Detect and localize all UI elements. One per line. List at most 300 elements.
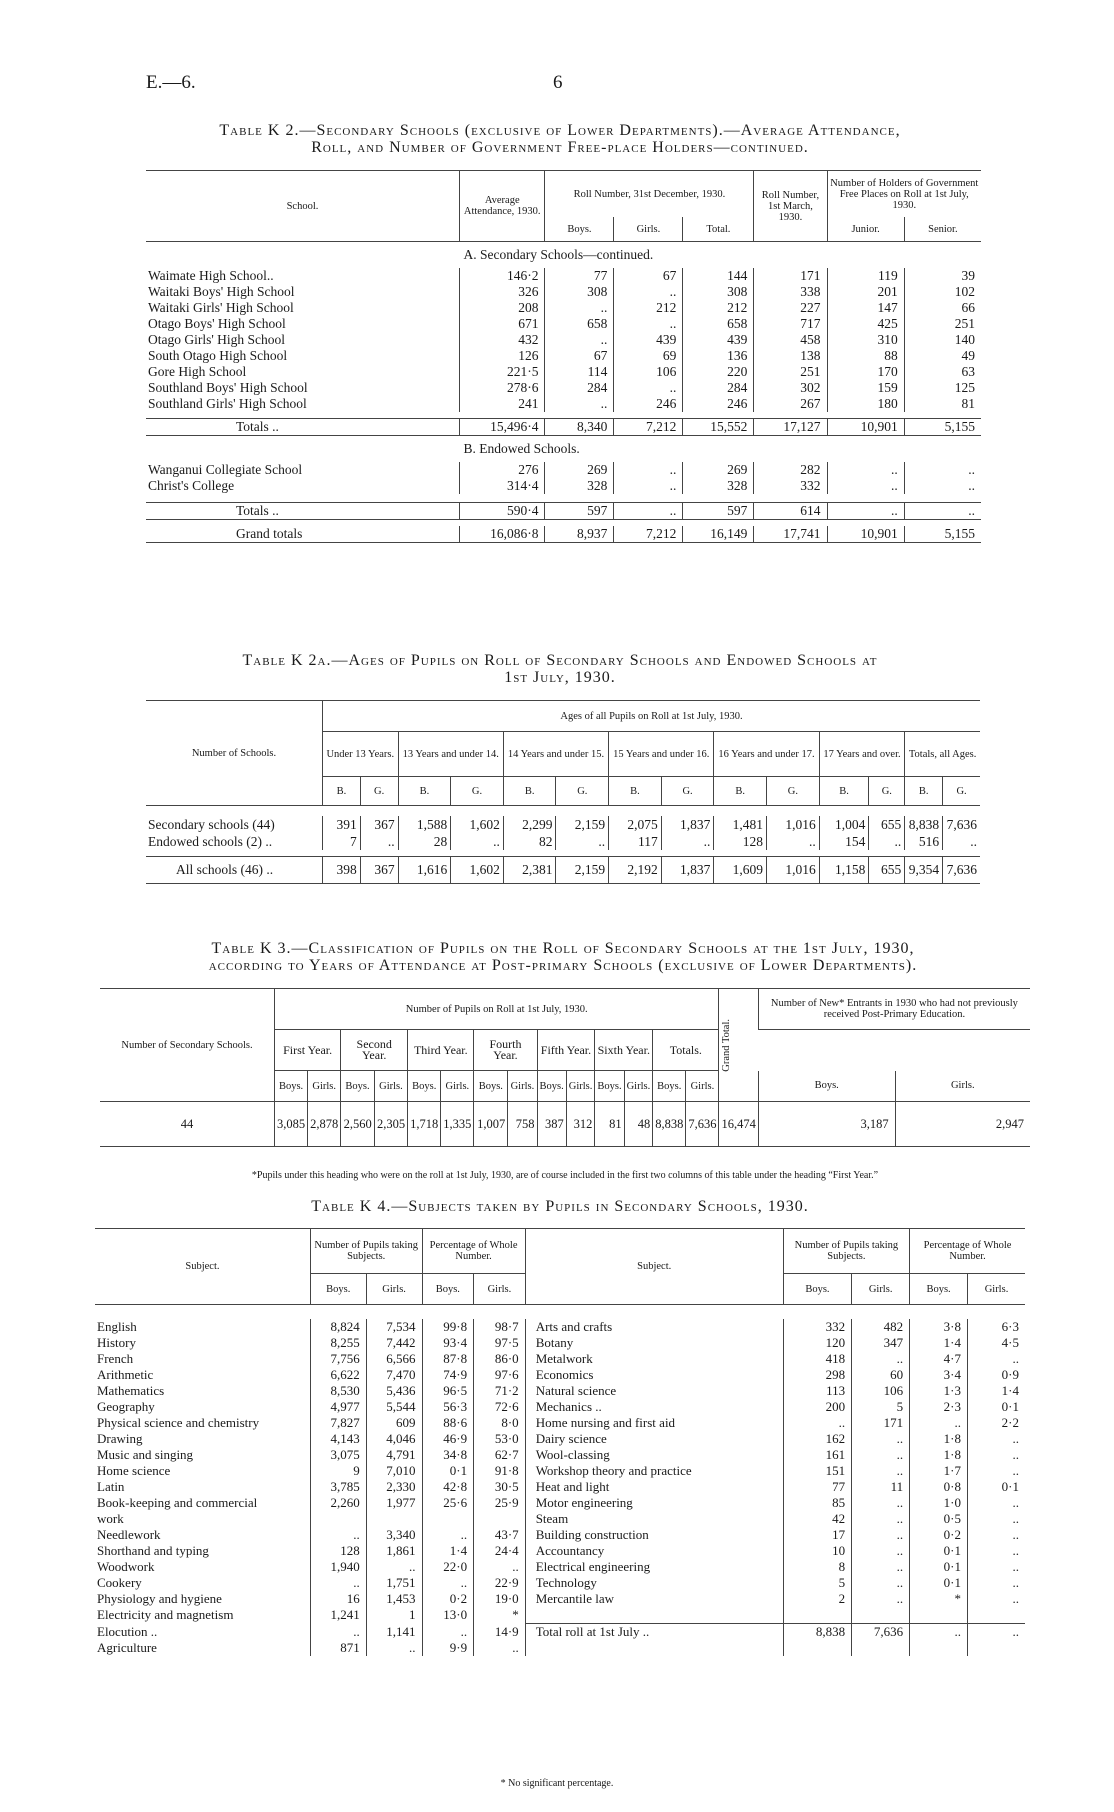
k4-cell-pg: 14·9 xyxy=(474,1624,526,1641)
k3-cell: 387 xyxy=(537,1102,566,1147)
k2a-cell: 391 xyxy=(323,816,361,833)
k2a-cell: 516 xyxy=(905,833,943,850)
k4-cell-g: 1,141 xyxy=(366,1624,422,1641)
k3-head-year: Sixth Year. xyxy=(595,1030,653,1071)
k2-cell-girls: 212 xyxy=(614,300,683,316)
k2-school-name: Gore High School xyxy=(148,364,247,379)
k4-cell-g: 1,977 xyxy=(366,1495,422,1511)
k4-cell-pg: .. xyxy=(968,1447,1025,1463)
k4-cell-b: 2 xyxy=(783,1591,851,1607)
k4-cell-pg: 24·4 xyxy=(474,1543,526,1559)
k3-head-girls: Girls. xyxy=(441,1071,474,1102)
k4-cell-g: 106 xyxy=(852,1383,910,1399)
k2a-caption-line1: Table K 2a.—Ages of Pupils on Roll of Secondary Schools and Endowed Schools at xyxy=(242,652,878,669)
k2a-cell: 2,159 xyxy=(556,816,609,833)
k4-cell-pb: 1·4 xyxy=(910,1335,968,1351)
k4-cell-pb xyxy=(910,1607,968,1624)
k2a-head-b: B. xyxy=(714,777,767,806)
k4-cell-pb: 13·0 xyxy=(422,1607,474,1624)
k4-cell-g: 171 xyxy=(852,1415,910,1431)
k2a-cell: .. xyxy=(360,833,398,850)
k4-cell-b: 6,622 xyxy=(310,1367,366,1383)
k2-cell-senior: .. xyxy=(904,462,981,478)
table-row xyxy=(146,332,981,348)
k4-head-boys-l: Boys. xyxy=(310,1274,366,1305)
k2-cell-march: 338 xyxy=(754,284,827,300)
k4-cell-b xyxy=(783,1640,851,1656)
k3-head-girls: Girls. xyxy=(624,1071,653,1102)
k4-cell-pb: 25·6 xyxy=(422,1495,474,1511)
table-row xyxy=(95,1383,1025,1399)
k2a-cell: 1,837 xyxy=(661,816,714,833)
k4-cell-pg xyxy=(968,1607,1025,1624)
k2-cell-senior: 63 xyxy=(904,364,981,380)
k2-cell-senior: 49 xyxy=(904,348,981,364)
k2-school-name: Otago Boys' High School xyxy=(148,316,286,331)
k4-cell-g: 1,861 xyxy=(366,1543,422,1559)
k4-cell-pb: 74·9 xyxy=(422,1367,474,1383)
k2-cell-march: 171 xyxy=(754,268,827,284)
k3-head-number: Number of Secondary Schools. xyxy=(121,1039,253,1051)
k4-cell-pg xyxy=(474,1511,526,1527)
k4-cell-pg: 91·8 xyxy=(474,1463,526,1479)
k4-subject: Physiology and hygiene xyxy=(97,1591,222,1606)
k4-subject: Arithmetic xyxy=(97,1367,154,1382)
k3-head-new-girls: Girls. xyxy=(895,1071,1030,1102)
k2a-cell: 1,588 xyxy=(398,816,451,833)
k2-cell-senior: 5,155 xyxy=(904,419,981,436)
k3-head-girls: Girls. xyxy=(566,1071,595,1102)
k3-head-girls: Girls. xyxy=(374,1071,407,1102)
k4-cell-b: .. xyxy=(310,1575,366,1591)
k4-cell-b: 5 xyxy=(783,1575,851,1591)
k4-cell-pg: 25·9 xyxy=(474,1495,526,1511)
k3-head-pupils: Number of Pupils on Roll at 1st July, 1930. xyxy=(275,989,719,1030)
k4-cell-g: .. xyxy=(852,1511,910,1527)
k2a-cell: 1,158 xyxy=(819,857,869,884)
k2-cell-avg: 126 xyxy=(460,348,545,364)
k4-cell-pg: .. xyxy=(968,1543,1025,1559)
k4-cell-g: 3,340 xyxy=(366,1527,422,1543)
table-row xyxy=(95,1479,1025,1495)
k4-cell-g xyxy=(852,1640,910,1656)
k3-cell: 81 xyxy=(595,1102,624,1147)
k2a-cell: 655 xyxy=(869,857,905,884)
k2-cell-junior: 159 xyxy=(827,380,904,396)
k2a-cell: 2,192 xyxy=(609,857,662,884)
k4-cell-b: 9 xyxy=(310,1463,366,1479)
k4-cell-g: .. xyxy=(852,1351,910,1367)
k2-section-title: B. Endowed Schools. xyxy=(463,441,580,456)
k4-cell-b: 2,260 xyxy=(310,1495,366,1511)
k2-cell-total: 220 xyxy=(683,364,754,380)
k4-cell-g: 2,330 xyxy=(366,1479,422,1495)
k2-cell-senior: .. xyxy=(904,503,981,520)
k2-head-roll: Roll Number, 31st December, 1930. xyxy=(545,171,754,218)
k4-subject: Total roll at 1st July .. xyxy=(525,1624,783,1641)
k2-head-junior: Junior. xyxy=(827,217,904,242)
k2-cell-total: 16,149 xyxy=(683,526,754,543)
k4-cell-pb: 34·8 xyxy=(422,1447,474,1463)
k4-cell-pg: 19·0 xyxy=(474,1591,526,1607)
k2a-cell: 1,016 xyxy=(767,816,820,833)
k4-head-pct-left: Percentage of Whole Number. xyxy=(422,1229,525,1274)
k4-subject: History xyxy=(97,1335,136,1350)
k4-cell-g: 7,534 xyxy=(366,1319,422,1335)
k2-school-name: Waitaki Boys' High School xyxy=(148,284,295,299)
k3-cell-grand: 16,474 xyxy=(719,1102,758,1147)
k2-head-boys: Boys. xyxy=(545,217,614,242)
k2a-cell: .. xyxy=(451,833,504,850)
k2-cell-total: 269 xyxy=(683,462,754,478)
k2-cell-girls: .. xyxy=(614,478,683,494)
k4-head-subject-left: Subject. xyxy=(185,1261,220,1272)
k4-subject: French xyxy=(97,1351,134,1366)
k4-cell-pb: 87·8 xyxy=(422,1351,474,1367)
k3-footnote: *Pupils under this heading who were on the roll at 1st July, 1930, are of course included in the first two columns of this table under the heading “First Year.” xyxy=(251,1170,879,1181)
k2a-head-g: G. xyxy=(556,777,609,806)
k4-subject: Agriculture xyxy=(97,1640,157,1655)
k4-subject: Cookery xyxy=(97,1575,142,1590)
k4-subject xyxy=(525,1640,783,1656)
k4-cell-g: .. xyxy=(852,1575,910,1591)
table-row xyxy=(146,348,981,364)
k2-cell-girls: 67 xyxy=(614,268,683,284)
k4-cell-b: 8 xyxy=(783,1559,851,1575)
k4-cell-g: 5,436 xyxy=(366,1383,422,1399)
k2a-total-row xyxy=(146,857,980,884)
k2-spacer xyxy=(146,242,460,269)
k2-cell-total: 136 xyxy=(683,348,754,364)
k4-cell-pg: 86·0 xyxy=(474,1351,526,1367)
k4-subject: Shorthand and typing xyxy=(97,1543,209,1558)
k2-cell-girls: .. xyxy=(614,503,683,520)
k4-cell-pb: 1·7 xyxy=(910,1463,968,1479)
k4-cell-g: .. xyxy=(852,1447,910,1463)
k4-subject: Drawing xyxy=(97,1431,143,1446)
k4-cell-g: 7,636 xyxy=(852,1624,910,1641)
k3-cell: 48 xyxy=(624,1102,653,1147)
k2-head-girls: Girls. xyxy=(614,217,683,242)
k2a-head-g: G. xyxy=(661,777,714,806)
k4-cell-pb: 0·8 xyxy=(910,1479,968,1495)
k4-cell-pb: .. xyxy=(422,1575,474,1591)
k4-cell-pg: 4·5 xyxy=(968,1335,1025,1351)
k4-cell-pg: 6·3 xyxy=(968,1319,1025,1335)
k3-head-boys: Boys. xyxy=(537,1071,566,1102)
k4-subject: Home science xyxy=(97,1463,171,1478)
k2-caption-line2: Roll, and Number of Government Free-place Holders—continued. xyxy=(311,139,809,156)
k4-cell-g: 7,470 xyxy=(366,1367,422,1383)
k4-cell-pg: .. xyxy=(968,1351,1025,1367)
k4-cell-b: 113 xyxy=(783,1383,851,1399)
table-row xyxy=(100,1102,1030,1147)
k4-cell-b: 4,977 xyxy=(310,1399,366,1415)
table-row xyxy=(95,1399,1025,1415)
k4-cell-b xyxy=(310,1511,366,1527)
k4-cell-pb: 46·9 xyxy=(422,1431,474,1447)
k4-head-girls-r: Girls. xyxy=(852,1274,910,1305)
k2-cell-senior: 102 xyxy=(904,284,981,300)
k4-cell-pb: 4·7 xyxy=(910,1351,968,1367)
k4-cell-pb xyxy=(422,1511,474,1527)
k4-cell-g: 5,544 xyxy=(366,1399,422,1415)
k3-head-year: Third Year. xyxy=(408,1030,474,1071)
k2-cell-girls: .. xyxy=(614,284,683,300)
k4-cell-pg: .. xyxy=(968,1463,1025,1479)
k2-cell-girls: 106 xyxy=(614,364,683,380)
k2-cell-girls: .. xyxy=(614,316,683,332)
k4-cell-g: 609 xyxy=(366,1415,422,1431)
k4-subject: Latin xyxy=(97,1479,125,1494)
k4-caption: Table K 4.—Subjects taken by Pupils in Secondary Schools, 1930. xyxy=(311,1198,809,1215)
k4-cell-pb: .. xyxy=(422,1527,474,1543)
k2a-cell: 117 xyxy=(609,833,662,850)
k3-head-new: Number of New* Entrants in 1930 who had not previously received Post-Primary Education. xyxy=(758,989,1030,1030)
k4-cell-g xyxy=(852,1607,910,1624)
k2a-row-name: Endowed schools (2) .. xyxy=(148,833,273,849)
k2a-cell: 1,602 xyxy=(451,857,504,884)
k2-cell-march: 251 xyxy=(754,364,827,380)
k4-cell-g: .. xyxy=(852,1495,910,1511)
k4-cell-b: 1,940 xyxy=(310,1559,366,1575)
k4-cell-g: .. xyxy=(852,1591,910,1607)
k4-cell-pb: 0·2 xyxy=(910,1527,968,1543)
table-row xyxy=(146,833,980,850)
k2a-head-g: G. xyxy=(943,777,980,806)
table-row xyxy=(95,1415,1025,1431)
k3-cell-new-boys: 3,187 xyxy=(758,1102,895,1147)
k4-cell-pg: .. xyxy=(474,1640,526,1656)
k2a-cell: 82 xyxy=(503,833,556,850)
k4-cell-pg: .. xyxy=(968,1624,1025,1641)
k4-cell-pb: 88·6 xyxy=(422,1415,474,1431)
k3-cell: 7,636 xyxy=(686,1102,719,1147)
k2-caption-line1: Table K 2.—Secondary Schools (exclusive of Lower Departments).—Average Attendance, xyxy=(219,122,901,139)
k3-caption-line2: according to Years of Attendance at Post-primary Schools (exclusive of Lower Departments). xyxy=(208,957,918,974)
k2a-head-group: 16 Years and under 17. xyxy=(714,732,819,777)
k4-cell-b: 3,075 xyxy=(310,1447,366,1463)
k2a-caption-line2: 1st July, 1930. xyxy=(504,669,616,686)
k4-cell-pg: .. xyxy=(968,1575,1025,1591)
k2a-head-g: G. xyxy=(360,777,398,806)
k2-school-name: Grand totals xyxy=(236,526,303,541)
k2-cell-march: 302 xyxy=(754,380,827,396)
k2-cell-avg: 590·4 xyxy=(460,503,545,520)
k2a-head-group: 15 Years and under 16. xyxy=(609,732,714,777)
k2-cell-avg: 241 xyxy=(460,396,545,412)
k3-head-boys: Boys. xyxy=(474,1071,508,1102)
k4-subject: Electricity and magnetism xyxy=(97,1607,234,1623)
k2-school-name: Wanganui Collegiate School xyxy=(148,462,303,477)
k4-cell-b: 298 xyxy=(783,1367,851,1383)
k4-subject: Electrical engineering xyxy=(525,1559,783,1575)
k4-subject: Mercantile law xyxy=(525,1591,783,1607)
k3-caption-line1: Table K 3.—Classification of Pupils on the Roll of Secondary Schools at the 1st July, 1930, xyxy=(211,940,915,957)
k2a-cell: 1,837 xyxy=(661,857,714,884)
table-row xyxy=(146,284,981,300)
k4-cell-g: 1,751 xyxy=(366,1575,422,1591)
k3-cell: 1,335 xyxy=(441,1102,474,1147)
k4-cell-pb: 56·3 xyxy=(422,1399,474,1415)
k2a-head-b: B. xyxy=(398,777,451,806)
k4-cell-pb: 0·2 xyxy=(422,1591,474,1607)
k2-cell-avg: 16,086·8 xyxy=(460,526,545,543)
table-row xyxy=(95,1431,1025,1447)
k3-cell: 758 xyxy=(508,1102,537,1147)
k2-cell-junior: 310 xyxy=(827,332,904,348)
k4-cell-g: .. xyxy=(852,1543,910,1559)
k3-head-boys: Boys. xyxy=(275,1071,308,1102)
k2-cell-junior: 10,901 xyxy=(827,526,904,543)
k2-cell-senior: 5,155 xyxy=(904,526,981,543)
k4-cell-b: 418 xyxy=(783,1351,851,1367)
k4-subject: Wool-classing xyxy=(525,1447,783,1463)
k2-school-name: Christ's College xyxy=(148,478,235,493)
k2a-head-b: B. xyxy=(609,777,662,806)
k4-subject: Mechanics .. xyxy=(525,1399,783,1415)
k2-cell-avg: 326 xyxy=(460,284,545,300)
k2a-cell: 655 xyxy=(869,816,905,833)
k2-head-holders: Number of Holders of Government Free Places on Roll at 1st July, 1930. xyxy=(827,171,981,218)
k3-cell: 312 xyxy=(566,1102,595,1147)
k4-footnote: * No significant percentage. xyxy=(500,1778,614,1789)
table-row xyxy=(146,380,981,396)
k4-cell-g: 5 xyxy=(852,1399,910,1415)
k2-cell-junior: .. xyxy=(827,462,904,478)
k4-cell-pg: 43·7 xyxy=(474,1527,526,1543)
k4-cell-g: 1,453 xyxy=(366,1591,422,1607)
k3-head-girls: Girls. xyxy=(308,1071,341,1102)
k3-head-year: Fifth Year. xyxy=(537,1030,595,1071)
k4-subject: Geography xyxy=(97,1399,155,1414)
k4-cell-g: .. xyxy=(852,1431,910,1447)
k2a-cell: 28 xyxy=(398,833,451,850)
k2-cell-boys: .. xyxy=(545,332,614,348)
k4-cell-pb: 0·1 xyxy=(910,1543,968,1559)
k2-cell-girls: 246 xyxy=(614,396,683,412)
k4-cell-pg: 0·9 xyxy=(968,1367,1025,1383)
k2-cell-boys: .. xyxy=(545,300,614,316)
k2a-head-group: 13 Years and under 14. xyxy=(398,732,503,777)
k2-cell-total: 212 xyxy=(683,300,754,316)
k4-cell-g: .. xyxy=(852,1559,910,1575)
k4-cell-pg xyxy=(968,1640,1025,1656)
k4-subject: Mathematics xyxy=(97,1383,165,1398)
report-code: E.—6. xyxy=(146,72,196,93)
k2-cell-senior: 39 xyxy=(904,268,981,284)
k3-head-girls: Girls. xyxy=(508,1071,537,1102)
k4-cell-b: 77 xyxy=(783,1479,851,1495)
k2a-head-b: B. xyxy=(503,777,556,806)
k2-cell-march: 332 xyxy=(754,478,827,494)
table-k3 xyxy=(100,988,1030,1147)
k4-cell-pb: 3·8 xyxy=(910,1319,968,1335)
k2a-row-name: All schools (46) .. xyxy=(176,862,274,877)
k4-cell-g: 482 xyxy=(852,1319,910,1335)
k4-subject: Botany xyxy=(525,1335,783,1351)
k4-cell-b: 1,241 xyxy=(310,1607,366,1624)
k4-cell-g: .. xyxy=(852,1463,910,1479)
k2-cell-girls: 69 xyxy=(614,348,683,364)
k2-head-school: School. xyxy=(286,200,319,212)
table-row xyxy=(146,300,981,316)
k2a-cell: .. xyxy=(767,833,820,850)
k4-cell-pg: .. xyxy=(968,1431,1025,1447)
k2-school-name: Totals .. xyxy=(236,503,279,518)
k4-head-subject-right: Subject. xyxy=(525,1229,783,1305)
k3-head-boys: Boys. xyxy=(408,1071,441,1102)
k3-head-boys: Boys. xyxy=(653,1071,686,1102)
table-row xyxy=(95,1495,1025,1511)
k4-cell-b: 16 xyxy=(310,1591,366,1607)
k2-cell-avg: 278·6 xyxy=(460,380,545,396)
table-row xyxy=(95,1511,1025,1527)
k4-cell-g: 1 xyxy=(366,1607,422,1624)
k4-cell-pg: .. xyxy=(968,1559,1025,1575)
k2-cell-total: 328 xyxy=(683,478,754,494)
table-row xyxy=(95,1607,1025,1624)
k2-cell-senior: 251 xyxy=(904,316,981,332)
k2a-cell: 7,636 xyxy=(943,857,980,884)
k2-cell-senior: 66 xyxy=(904,300,981,316)
k2-cell-boys: 658 xyxy=(545,316,614,332)
k2a-cell: 1,602 xyxy=(451,816,504,833)
k4-cell-g: 7,442 xyxy=(366,1335,422,1351)
k4-cell-pg: 22·9 xyxy=(474,1575,526,1591)
table-row xyxy=(146,478,981,494)
k4-cell-pg: 97·5 xyxy=(474,1335,526,1351)
k2-cell-senior: .. xyxy=(904,478,981,494)
k4-subject: Needlework xyxy=(97,1527,161,1542)
k4-cell-b: 17 xyxy=(783,1527,851,1543)
k4-subject: Steam xyxy=(525,1511,783,1527)
k3-head-year: First Year. xyxy=(275,1030,341,1071)
k4-head-pboys-l: Boys. xyxy=(422,1274,474,1305)
k2-head-march: Roll Number, 1st March, 1930. xyxy=(754,171,827,242)
k2a-cell: 8,838 xyxy=(905,816,943,833)
table-row xyxy=(95,1463,1025,1479)
k2-cell-march: 282 xyxy=(754,462,827,478)
k2a-cell: .. xyxy=(556,833,609,850)
k4-head-pboys-r: Boys. xyxy=(910,1274,968,1305)
k2a-head-ages: Ages of all Pupils on Roll at 1st July, 1930. xyxy=(323,701,981,732)
k3-head-year: Fourth Year. xyxy=(474,1030,537,1071)
k2-cell-boys: 284 xyxy=(545,380,614,396)
k4-cell-pb: 22·0 xyxy=(422,1559,474,1575)
k2a-head-b: B. xyxy=(905,777,943,806)
k4-cell-pg: .. xyxy=(474,1559,526,1575)
k4-subject: Home nursing and first aid xyxy=(525,1415,783,1431)
k2a-cell: 1,481 xyxy=(714,816,767,833)
k2a-cell: 128 xyxy=(714,833,767,850)
k4-cell-b: 120 xyxy=(783,1335,851,1351)
k4-cell-b: 8,838 xyxy=(783,1624,851,1641)
k4-cell-pg: 30·5 xyxy=(474,1479,526,1495)
k2-cell-junior: 201 xyxy=(827,284,904,300)
k2-caption xyxy=(120,122,1000,156)
k2-cell-avg: 15,496·4 xyxy=(460,419,545,436)
k2a-cell: 7 xyxy=(323,833,361,850)
k2-school-name: Southland Girls' High School xyxy=(148,396,307,411)
k4-cell-pb: .. xyxy=(422,1624,474,1641)
k3-head-girls: Girls. xyxy=(686,1071,719,1102)
k4-cell-g: 4,791 xyxy=(366,1447,422,1463)
k4-cell-pb xyxy=(910,1640,968,1656)
table-row xyxy=(95,1351,1025,1367)
k4-cell-pb: 1·8 xyxy=(910,1431,968,1447)
k2a-head-g: G. xyxy=(767,777,820,806)
